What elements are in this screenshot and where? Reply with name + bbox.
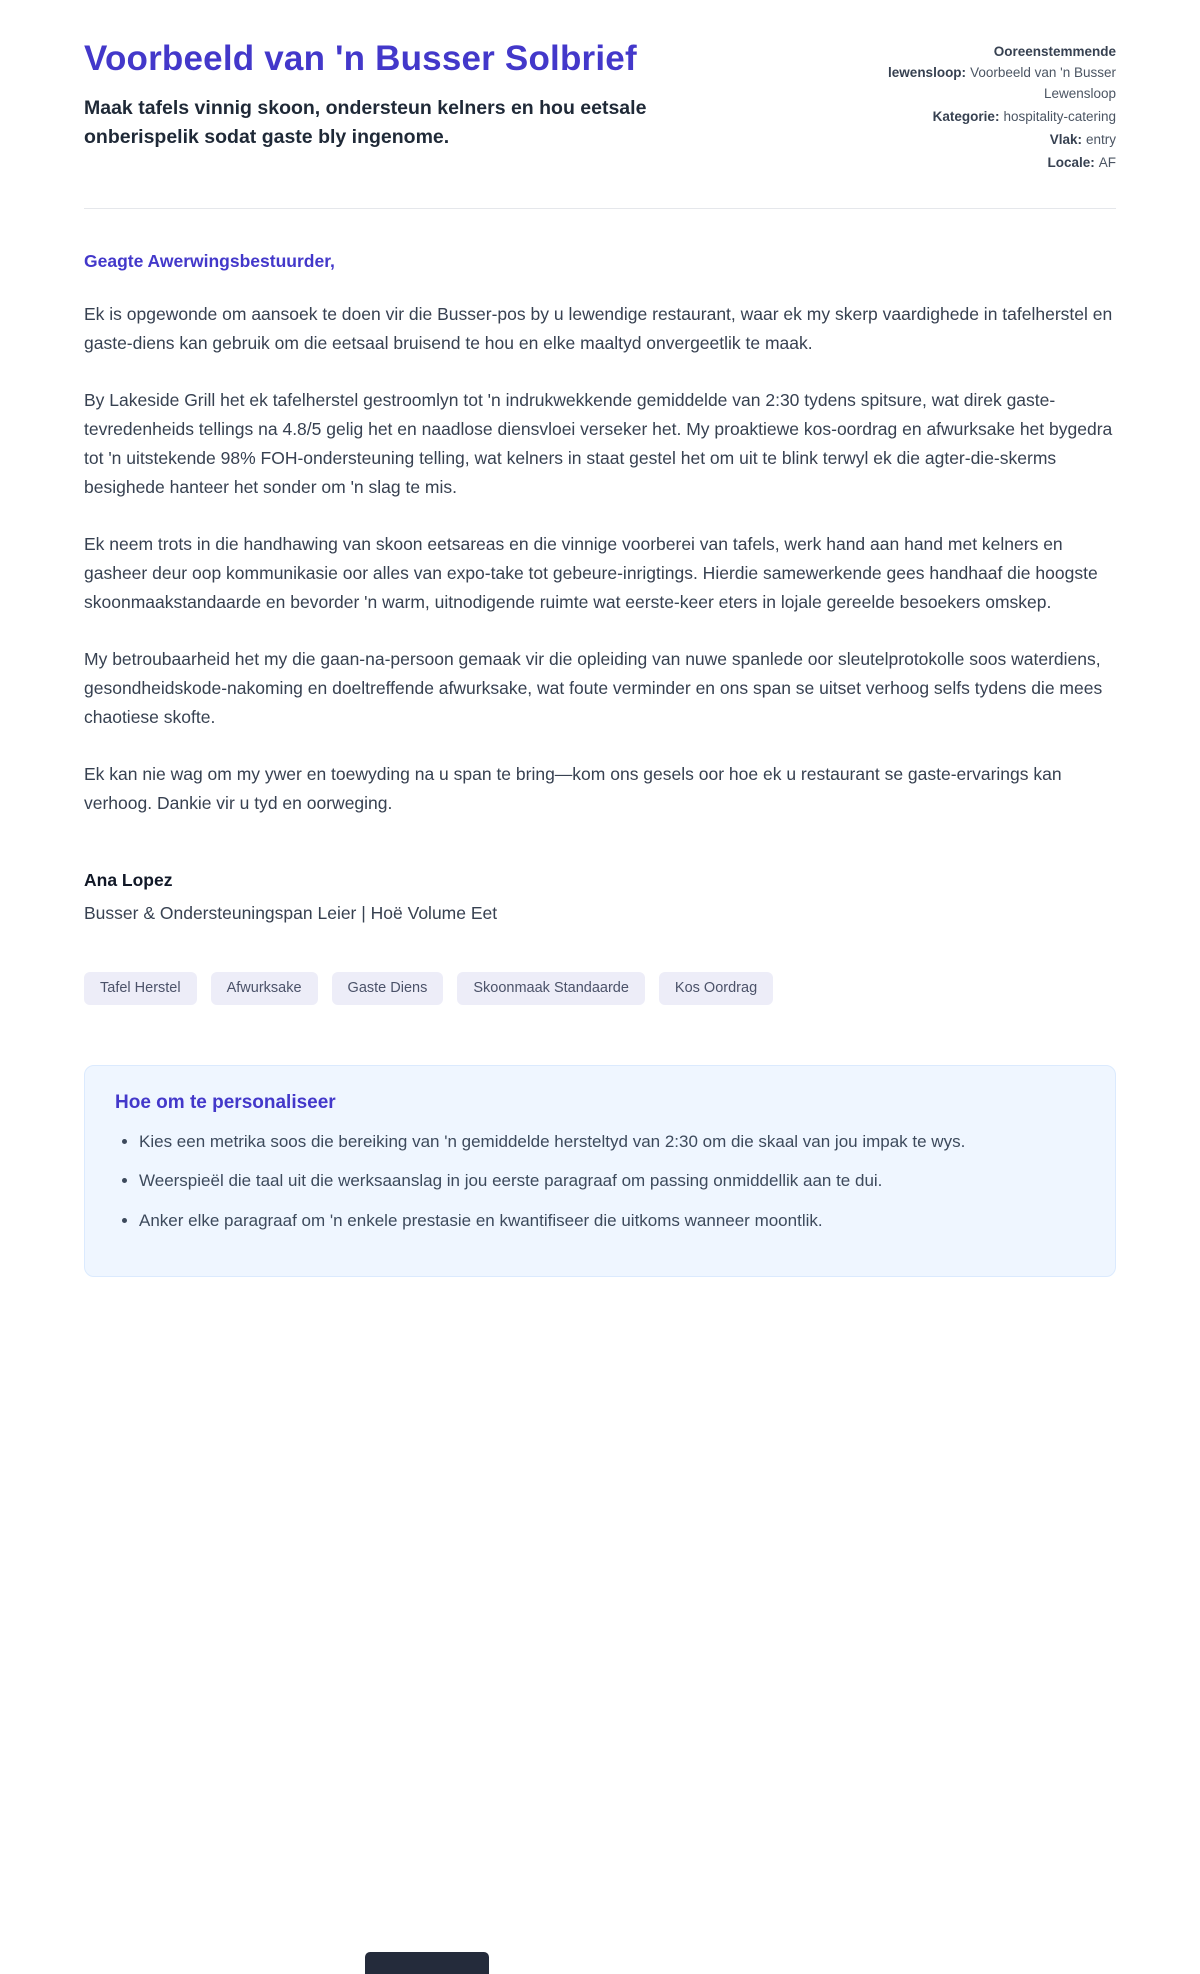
meta-row-level (884, 130, 1116, 151)
letter-paragraph: Ek kan nie wag om my ywer en toewyding na u span te bring—kom ons gesels oor hoe ek u restaurant se gaste-ervarings kan verhoog. Dankie vir u tyd en oorweging. (84, 764, 1062, 814)
tip-item: • Kies een metrika soos die bereiking van 'n gemiddelde hersteltyd van 2:30 om die skaal van jou impak te wys. (139, 1128, 1085, 1156)
document-page (84, 0, 1116, 1277)
meta-row-locale (884, 153, 1116, 174)
meta-label: Kategorie: (932, 108, 1000, 124)
letter-greeting: Geagte Awerwingsbestuurder, (84, 250, 335, 271)
signature-title: Busser & Ondersteuningspan Leier | Hoë Volume Eet (84, 903, 498, 924)
personalization-tips-panel (84, 1065, 1116, 1278)
partial-bottom-element (365, 1952, 489, 1974)
header (84, 38, 1116, 176)
meta-value: entry (1085, 131, 1116, 147)
signature-name: Ana Lopez (84, 870, 173, 891)
skill-tag: Afwurksake (211, 972, 318, 1005)
meta-value: AF (1098, 154, 1116, 170)
meta-label: Vlak: (1049, 131, 1082, 147)
skill-tag: Tafel Herstel (84, 972, 197, 1005)
skill-tags (84, 972, 1116, 1005)
meta-label: Ooreenstemmende lewensloop: (888, 44, 1116, 80)
letter-paragraph: By Lakeside Grill het ek tafelherstel gestroomlyn tot 'n indrukwekkende gemiddelde van 2:30 tydens spitsure, wat direk gaste-tevredenheids tellings na 4.8/5 gelig het en naadlose diensvloei verseker het. My proaktiewe kos-oordrag en afwurksake het bygedra tot 'n uitstekende 98% FOH-ondersteuning telling, wat kelners in staat gestel het om uit te blink terwyl ek die agter-die-skerms besighede hanteer het sonder om 'n slag te mis. (84, 389, 1113, 497)
tips-heading: Hoe om te personaliseer (115, 1091, 336, 1113)
meta-panel (884, 38, 1116, 176)
page-subtitle: Maak tafels vinnig skoon, ondersteun kelners en hou eetsale onberispelik sodat gaste bly ingenome. (84, 97, 647, 149)
letter-paragraph: Ek neem trots in die handhawing van skoon eetsareas en die vinnige voorberei van tafels, werk hand aan hand met kelners en gasheer deur oop kommunikasie oor alles van expo-take tot gebeure-inrigtings. Hierdie samewerkende gees handhaaf die hoogste skoonmaakstandaarde en bevorder 'n warm, uitnodigende ruimte wat eerste-keer eters in lojale gereelde besoekers omskep. (84, 533, 1098, 612)
header-title-block (84, 38, 684, 153)
skill-tag: Gaste Diens (332, 972, 444, 1005)
meta-value: Voorbeeld van 'n Busser Lewensloop (970, 64, 1116, 101)
page-title: Voorbeeld van 'n Busser Solbrief (84, 39, 637, 78)
skill-tag: Kos Oordrag (659, 972, 773, 1005)
letter-body (84, 251, 1116, 925)
tips-list (115, 1128, 1085, 1235)
meta-value: hospitality-catering (1003, 108, 1116, 124)
tip-item: • Anker elke paragraaf om 'n enkele prestasie en kwantifiseer die uitkoms wanneer moontlik. (139, 1207, 1085, 1235)
header-divider (84, 208, 1116, 209)
letter-paragraph: My betroubaarheid het my die gaan-na-persoon gemaak vir die opleiding van nuwe spanlede oor sleutelprotokolle soos waterdiens, gesondheidskode-nakoming en doeltreffende afwurksake, wat foute verminder en ons span se uitset verhoog selfs tydens die mees chaotiese skofte. (84, 648, 1103, 728)
skill-tag: Skoonmaak Standaarde (457, 972, 645, 1005)
tip-item: • Weerspieël die taal uit die werksaanslag in jou eerste paragraaf om passing onmiddellik aan te dui. (139, 1167, 1085, 1195)
letter-paragraph: Ek is opgewonde om aansoek te doen vir die Busser-pos by u lewendige restaurant, waar ek my skerp vaardighede in tafelherstel en gaste-diens kan gebruik om die eetsaal bruisend te hou en elke maaltyd onvergeetlik te maak. (84, 303, 1113, 353)
meta-row-matching-resume (884, 42, 1116, 105)
meta-label: Locale: (1047, 154, 1095, 170)
meta-row-category (884, 107, 1116, 128)
